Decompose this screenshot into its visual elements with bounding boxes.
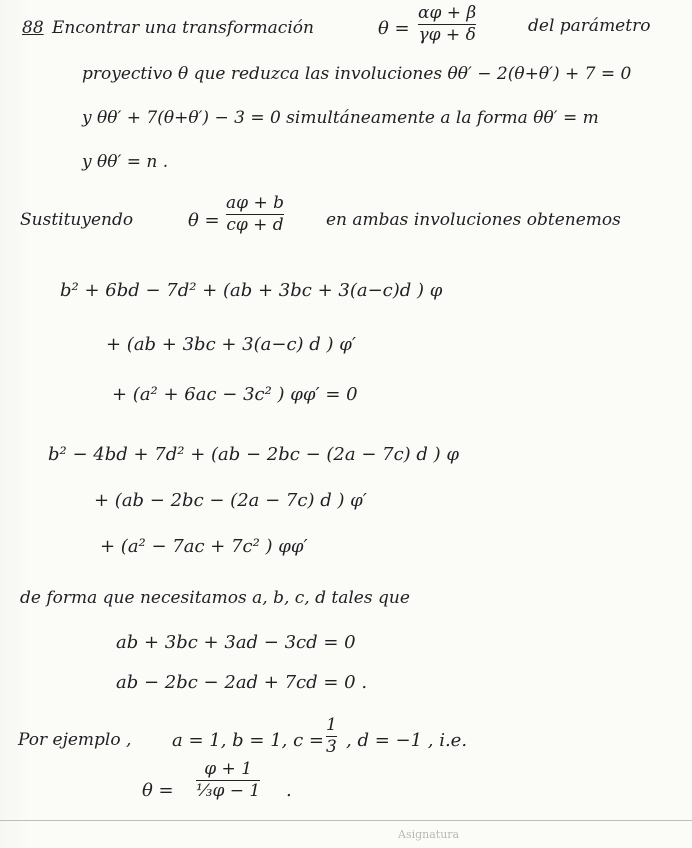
statement-line2: proyectivo θ que reduzca las involuciones θθ′ − 2(θ+θ′) + 7 = 0 (82, 64, 632, 84)
equation2-line2: + (ab − 2bc − (2a − 7c) d ) φ′ (94, 490, 367, 511)
condition-2: ab − 2bc − 2ad + 7cd = 0 . (116, 672, 368, 693)
fraction-denominator: 3 (326, 736, 337, 757)
transform-fraction-general (418, 4, 476, 44)
example-values-b: , d = −1 , i.e. (346, 730, 468, 751)
fraction-denominator: γφ + δ (418, 24, 476, 45)
equation2-line3: + (a² − 7ac + 7c² ) φφ′ (100, 536, 308, 557)
theta-equals-3: θ = (142, 780, 174, 801)
statement-line4: y θθ′ = n . (82, 152, 169, 172)
equation1-line3: + (a² + 6ac − 3c² ) φφ′ = 0 (112, 384, 358, 405)
example-values-a: a = 1, b = 1, c = (172, 730, 324, 751)
fraction-numerator: aφ + b (226, 193, 284, 213)
result-period: . (286, 780, 292, 801)
statement-line1-a: Encontrar una transformación (52, 18, 314, 38)
equation1-line2: + (ab + 3bc + 3(a−c) d ) φ′ (106, 334, 356, 355)
equation2-line1: b² − 4bd + 7d² + (ab − 2bc − (2a − 7c) d ) φ (48, 444, 459, 465)
fraction-numerator: φ + 1 (204, 759, 253, 779)
fraction-denominator: cφ + d (226, 214, 284, 235)
equation1-line1: b² + 6bd − 7d² + (ab + 3bc + 3(a−c)d ) φ (60, 280, 443, 301)
conditions-intro: de forma que necesitamos a, b, c, d tales que (20, 588, 410, 608)
theta-equals-2: θ = (188, 210, 220, 231)
transform-fraction-abcd (226, 194, 284, 234)
fraction-denominator: ⅓φ − 1 (196, 780, 261, 801)
fraction-numerator: 1 (326, 715, 337, 735)
bleed-through-label: Asignatura (398, 828, 460, 841)
c-value-fraction (326, 716, 337, 756)
theta-equals-1: θ = (378, 18, 410, 39)
example-text: Por ejemplo , (18, 730, 132, 750)
substitution-text-b: en ambas involuciones obtenemos (326, 210, 621, 230)
result-fraction (196, 760, 260, 800)
fraction-numerator: αφ + β (418, 3, 477, 23)
statement-line1-b: del parámetro (528, 16, 651, 36)
problem-number: 88 (22, 18, 44, 38)
condition-1: ab + 3bc + 3ad − 3cd = 0 (116, 632, 356, 653)
substitution-text-a: Sustituyendo (20, 210, 134, 230)
page-edge-line (0, 820, 692, 821)
statement-line3: y θθ′ + 7(θ+θ′) − 3 = 0 simultáneamente a la forma θθ′ = m (82, 108, 599, 128)
